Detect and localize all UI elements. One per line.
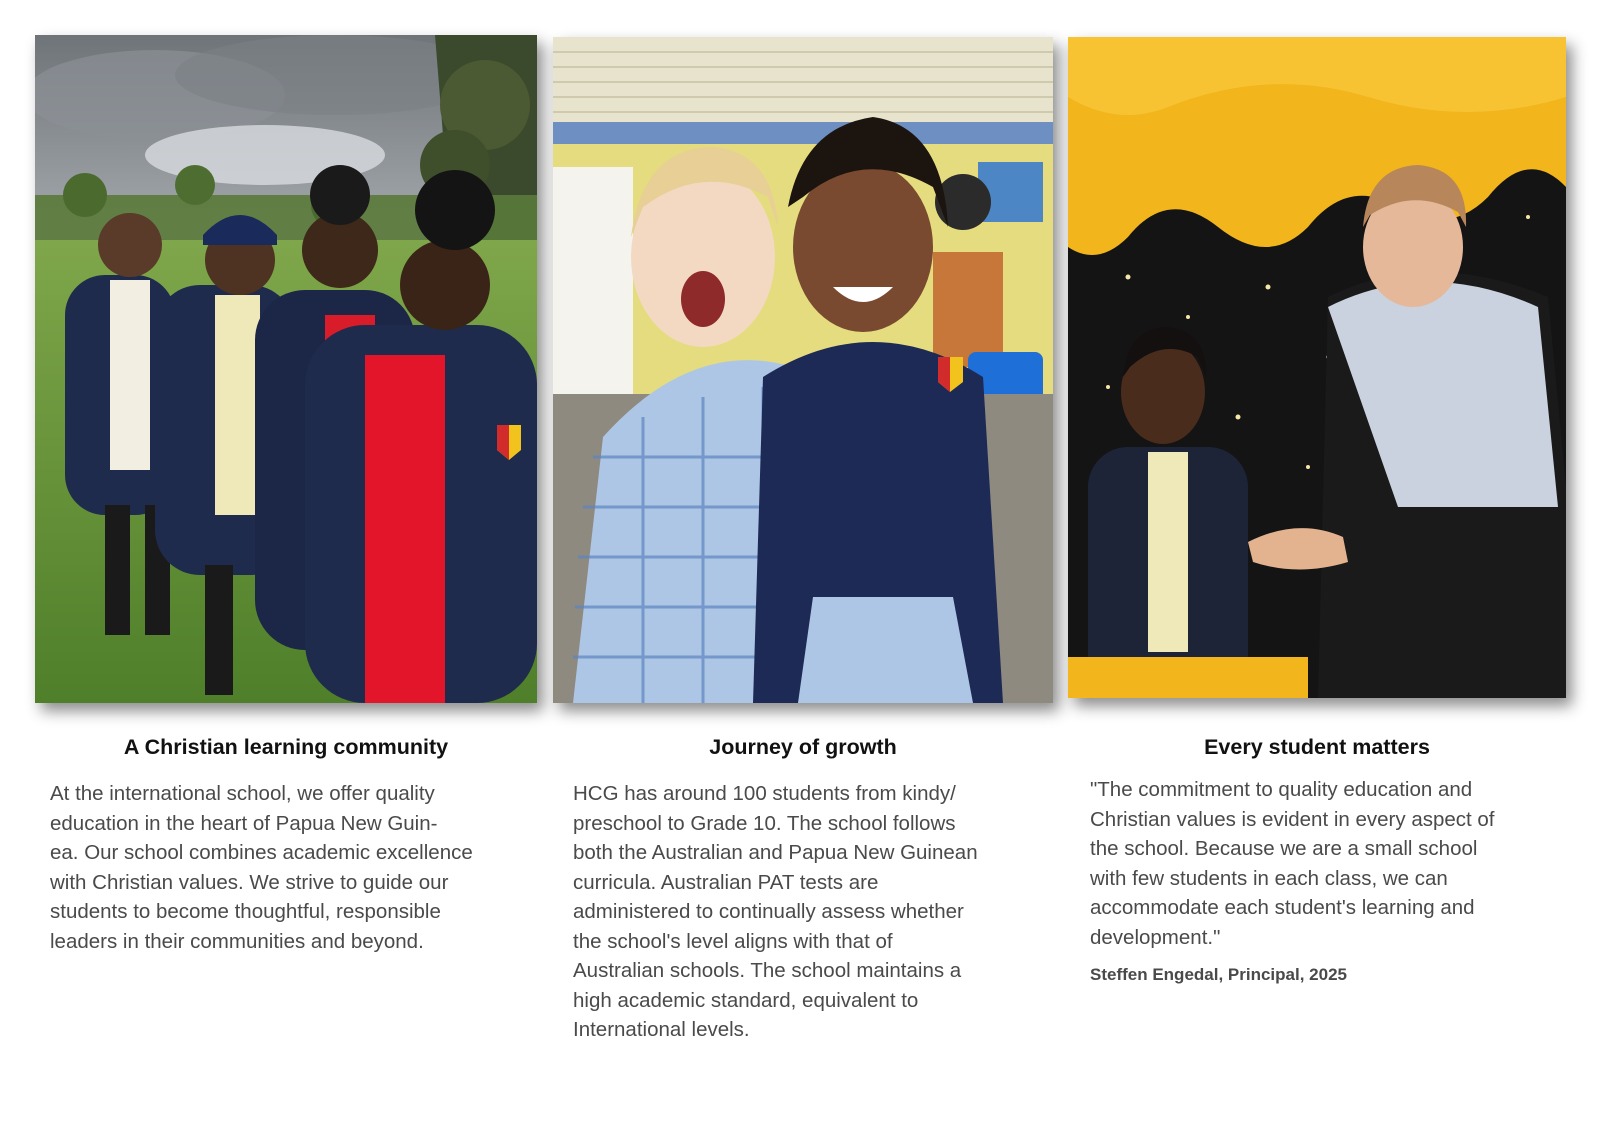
body-line: administered to continually assess whether bbox=[573, 900, 964, 923]
body-line: ea. Our school combines academic excellence bbox=[50, 841, 473, 864]
card-quote-text bbox=[1090, 775, 1560, 952]
body-line: development." bbox=[1090, 925, 1221, 949]
card-heading: Journey of growth bbox=[709, 735, 897, 759]
body-line: accommodate each student's learning and bbox=[1090, 896, 1475, 919]
body-line: At the international school, we offer quality bbox=[50, 782, 435, 805]
body-line: education in the heart of Papua New Guin- bbox=[50, 811, 438, 835]
principal-handshake-photo bbox=[1068, 37, 1566, 698]
body-line: "The commitment to quality education and bbox=[1090, 778, 1473, 801]
children-classroom-photo bbox=[553, 37, 1053, 703]
body-line: preschool to Grade 10. The school follows bbox=[573, 811, 956, 835]
card-body-text bbox=[50, 779, 530, 956]
body-line: high academic standard, equivalent to bbox=[573, 988, 919, 1012]
body-line: students to become thoughtful, responsible bbox=[50, 900, 441, 923]
card-body-text bbox=[573, 779, 1043, 1045]
body-line: both the Australian and Papua New Guinean bbox=[573, 841, 978, 864]
body-line: International levels. bbox=[573, 1018, 750, 1041]
body-line: HCG has around 100 students from kindy/ bbox=[573, 782, 956, 805]
card-heading: Every student matters bbox=[1204, 735, 1430, 759]
card-heading: A Christian learning community bbox=[123, 735, 449, 759]
students-outdoor-photo bbox=[35, 35, 537, 703]
body-line: the school. Because we are a small school bbox=[1090, 837, 1478, 860]
body-line: the school's level aligns with that of bbox=[573, 929, 893, 953]
quote-attribution: Steffen Engedal, Principal, 2025 bbox=[1090, 965, 1347, 984]
body-line: Christian values is evident in every aspect of bbox=[1090, 807, 1495, 831]
body-line: with few students in each class, we can bbox=[1090, 866, 1448, 890]
body-line: Australian schools. The school maintains a bbox=[573, 959, 962, 982]
body-line: curricula. Australian PAT tests are bbox=[573, 870, 879, 894]
body-line: with Christian values. We strive to guide our bbox=[50, 870, 449, 894]
body-line: leaders in their communities and beyond. bbox=[50, 929, 424, 953]
